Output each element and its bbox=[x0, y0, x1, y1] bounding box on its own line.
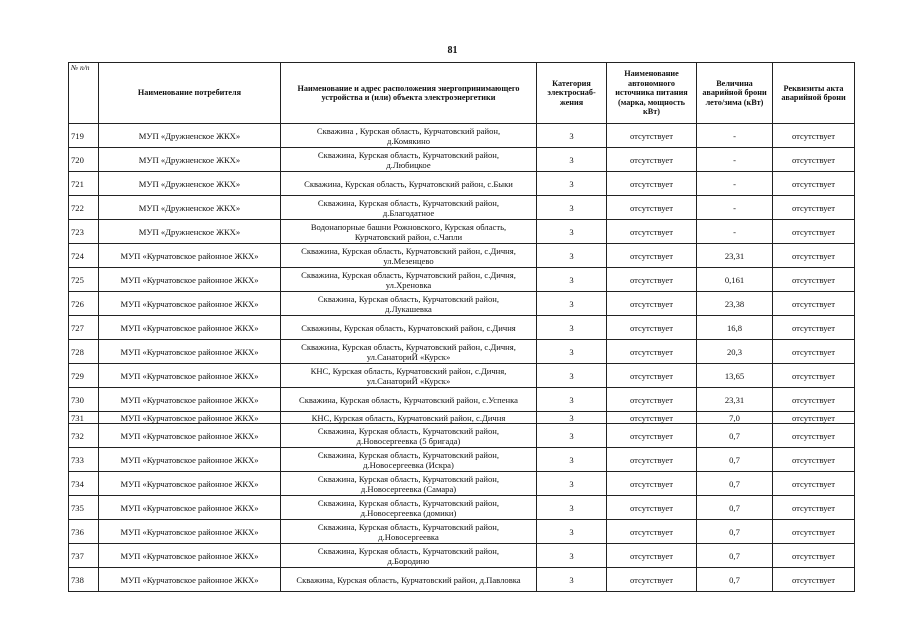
source-cell: отсутствует bbox=[607, 340, 697, 364]
row-number-cell: 721 bbox=[69, 172, 99, 196]
source-cell: отсутствует bbox=[607, 424, 697, 448]
row-number-cell: 733 bbox=[69, 448, 99, 472]
act-cell: отсутствует bbox=[773, 388, 855, 412]
act-cell: отсутствует bbox=[773, 220, 855, 244]
consumer-cell: МУП «Курчатовское районное ЖКХ» bbox=[99, 448, 281, 472]
header-power: Величина аварийной брони лето/зима (кВт) bbox=[697, 63, 773, 124]
category-cell: 3 bbox=[537, 148, 607, 172]
source-cell: отсутствует bbox=[607, 364, 697, 388]
address-line-2: д.Новосергеевка (домики) bbox=[360, 507, 457, 518]
address-line-1: Скважина, Курская область, Курчатовский район, с.Успенка bbox=[299, 394, 518, 405]
table-row bbox=[69, 388, 855, 412]
consumer-cell: МУП «Курчатовское районное ЖКХ» bbox=[99, 472, 281, 496]
category-cell: 3 bbox=[537, 412, 607, 424]
address-line-2: ул.СанаториЙ «Курск» bbox=[366, 351, 451, 362]
row-number-cell: 729 bbox=[69, 364, 99, 388]
address-line-1: Скважина, Курская область, Курчатовский район, bbox=[317, 449, 500, 460]
row-number-cell: 735 bbox=[69, 496, 99, 520]
emergency-reserve-table bbox=[68, 62, 855, 592]
header-address: Наименование и адрес расположения энергопринимающего устройства и (или) объекта электроэнергетики bbox=[281, 63, 537, 124]
address-line-2: ул.СанаториЙ «Курск» bbox=[366, 375, 451, 386]
consumer-cell: МУП «Курчатовское районное ЖКХ» bbox=[99, 316, 281, 340]
address-line-2: ул.Мезенцево bbox=[383, 255, 434, 266]
table-row bbox=[69, 292, 855, 316]
category-cell: 3 bbox=[537, 292, 607, 316]
address-cell bbox=[281, 220, 537, 244]
power-cell: - bbox=[697, 220, 773, 244]
table-row bbox=[69, 520, 855, 544]
power-cell: 7,0 bbox=[697, 412, 773, 424]
source-cell: отсутствует bbox=[607, 412, 697, 424]
row-number-cell: 719 bbox=[69, 124, 99, 148]
table-row bbox=[69, 316, 855, 340]
address-line-1: Скважина , Курская область, Курчатовский район, bbox=[316, 125, 501, 136]
consumer-cell: МУП «Курчатовское районное ЖКХ» bbox=[99, 364, 281, 388]
source-cell: отсутствует bbox=[607, 196, 697, 220]
power-cell: 23,31 bbox=[697, 388, 773, 412]
address-cell bbox=[281, 520, 537, 544]
act-cell: отсутствует bbox=[773, 292, 855, 316]
address-line-1: Скважина, Курская область, Курчатовский район, bbox=[317, 149, 500, 160]
address-line-1: Скважина, Курская область, Курчатовский район, с.Дичня, bbox=[301, 341, 516, 352]
power-cell: 0,7 bbox=[697, 544, 773, 568]
address-cell bbox=[281, 388, 537, 412]
consumer-cell: МУП «Курчатовское районное ЖКХ» bbox=[99, 244, 281, 268]
category-cell: 3 bbox=[537, 124, 607, 148]
address-line-2: д.Новосергеевка (Самара) bbox=[360, 483, 457, 494]
row-number-cell: 731 bbox=[69, 412, 99, 424]
address-line-1: Скважина, Курская область, Курчатовский район, bbox=[317, 473, 500, 484]
category-cell: 3 bbox=[537, 544, 607, 568]
category-cell: 3 bbox=[537, 448, 607, 472]
consumer-cell: МУП «Курчатовское районное ЖКХ» bbox=[99, 292, 281, 316]
power-cell: 20,3 bbox=[697, 340, 773, 364]
act-cell: отсутствует bbox=[773, 340, 855, 364]
act-cell: отсутствует bbox=[773, 124, 855, 148]
address-line-1: Скважина, Курская область, Курчатовский район, bbox=[317, 197, 500, 208]
address-cell bbox=[281, 412, 537, 424]
source-cell: отсутствует bbox=[607, 496, 697, 520]
consumer-cell: МУП «Курчатовское районное ЖКХ» bbox=[99, 568, 281, 592]
address-cell bbox=[281, 424, 537, 448]
source-cell: отсутствует bbox=[607, 220, 697, 244]
table-row bbox=[69, 448, 855, 472]
consumer-cell: МУП «Курчатовское районное ЖКХ» bbox=[99, 496, 281, 520]
table-row bbox=[69, 268, 855, 292]
category-cell: 3 bbox=[537, 172, 607, 196]
row-number-cell: 730 bbox=[69, 388, 99, 412]
act-cell: отсутствует bbox=[773, 244, 855, 268]
power-cell: 0,7 bbox=[697, 448, 773, 472]
power-cell: 0,7 bbox=[697, 520, 773, 544]
category-cell: 3 bbox=[537, 472, 607, 496]
address-line-2: Курчатовский район, с.Чапли bbox=[354, 231, 463, 242]
address-cell bbox=[281, 364, 537, 388]
table-row bbox=[69, 220, 855, 244]
table-row bbox=[69, 196, 855, 220]
power-cell: 16,8 bbox=[697, 316, 773, 340]
power-cell: 13,65 bbox=[697, 364, 773, 388]
header-num: № п/п bbox=[69, 63, 99, 124]
row-number-cell: 737 bbox=[69, 544, 99, 568]
consumer-cell: МУП «Курчатовское районное ЖКХ» bbox=[99, 388, 281, 412]
act-cell: отсутствует bbox=[773, 364, 855, 388]
row-number-cell: 725 bbox=[69, 268, 99, 292]
source-cell: отсутствует bbox=[607, 268, 697, 292]
category-cell: 3 bbox=[537, 364, 607, 388]
address-cell bbox=[281, 268, 537, 292]
header-source: Наименование автономного источника питания (марка, мощность кВт) bbox=[607, 63, 697, 124]
consumer-cell: МУП «Курчатовское районное ЖКХ» bbox=[99, 424, 281, 448]
power-cell: - bbox=[697, 148, 773, 172]
table-row bbox=[69, 244, 855, 268]
row-number-cell: 720 bbox=[69, 148, 99, 172]
table-row bbox=[69, 148, 855, 172]
header-consumer: Наименование потребителя bbox=[99, 63, 281, 124]
address-line-1: Скважина, Курская область, Курчатовский район, bbox=[317, 521, 500, 532]
row-number-cell: 726 bbox=[69, 292, 99, 316]
row-number-cell: 738 bbox=[69, 568, 99, 592]
consumer-cell: МУП «Дружненское ЖКХ» bbox=[99, 220, 281, 244]
address-cell bbox=[281, 544, 537, 568]
act-cell: отсутствует bbox=[773, 568, 855, 592]
address-line-2: д.Новосергеевка bbox=[378, 531, 439, 542]
address-line-2: д.Лукашевка bbox=[385, 303, 432, 314]
act-cell: отсутствует bbox=[773, 412, 855, 424]
power-cell: 0,7 bbox=[697, 424, 773, 448]
address-line-1: Скважина, Курская область, Курчатовский район, bbox=[317, 545, 500, 556]
address-line-1: Скважина, Курская область, Курчатовский район, д.Павловка bbox=[296, 574, 521, 585]
act-cell: отсутствует bbox=[773, 448, 855, 472]
source-cell: отсутствует bbox=[607, 388, 697, 412]
address-cell bbox=[281, 148, 537, 172]
category-cell: 3 bbox=[537, 220, 607, 244]
address-line-2: д.Благодатное bbox=[382, 207, 435, 218]
address-line-2: д.Бородино bbox=[387, 555, 430, 566]
address-line-2: ул.Хреновка bbox=[385, 279, 432, 290]
category-cell: 3 bbox=[537, 268, 607, 292]
category-cell: 3 bbox=[537, 388, 607, 412]
category-cell: 3 bbox=[537, 496, 607, 520]
row-number-cell: 736 bbox=[69, 520, 99, 544]
category-cell: 3 bbox=[537, 340, 607, 364]
address-line-1: Скважина, Курская область, Курчатовский район, bbox=[317, 425, 500, 436]
row-number-cell: 723 bbox=[69, 220, 99, 244]
address-line-1: Скважина, Курская область, Курчатовский район, bbox=[317, 497, 500, 508]
act-cell: отсутствует bbox=[773, 472, 855, 496]
consumer-cell: МУП «Дружненское ЖКХ» bbox=[99, 172, 281, 196]
act-cell: отсутствует bbox=[773, 496, 855, 520]
power-cell: - bbox=[697, 172, 773, 196]
table-row bbox=[69, 472, 855, 496]
table-header bbox=[69, 63, 855, 124]
table-body bbox=[69, 124, 855, 592]
category-cell: 3 bbox=[537, 424, 607, 448]
row-number-cell: 724 bbox=[69, 244, 99, 268]
power-cell: 0,7 bbox=[697, 472, 773, 496]
address-cell bbox=[281, 472, 537, 496]
address-cell bbox=[281, 124, 537, 148]
table-row bbox=[69, 340, 855, 364]
power-cell: - bbox=[697, 196, 773, 220]
consumer-cell: МУП «Курчатовское районное ЖКХ» bbox=[99, 520, 281, 544]
source-cell: отсутствует bbox=[607, 472, 697, 496]
table-row bbox=[69, 424, 855, 448]
power-cell: 0,161 bbox=[697, 268, 773, 292]
address-line-1: Скважина, Курская область, Курчатовский район, bbox=[317, 293, 500, 304]
address-line-2: д.Комякино bbox=[386, 135, 431, 146]
header-category: Категория электроснаб-жения bbox=[537, 63, 607, 124]
source-cell: отсутствует bbox=[607, 448, 697, 472]
category-cell: 3 bbox=[537, 520, 607, 544]
row-number-cell: 727 bbox=[69, 316, 99, 340]
address-line-2: д.Новосергеевка (5 бригада) bbox=[356, 435, 461, 446]
row-number-cell: 728 bbox=[69, 340, 99, 364]
table-row bbox=[69, 172, 855, 196]
table-row bbox=[69, 568, 855, 592]
source-cell: отсутствует bbox=[607, 544, 697, 568]
address-cell bbox=[281, 496, 537, 520]
source-cell: отсутствует bbox=[607, 244, 697, 268]
act-cell: отсутствует bbox=[773, 172, 855, 196]
act-cell: отсутствует bbox=[773, 544, 855, 568]
address-cell bbox=[281, 316, 537, 340]
address-line-2: д.Новосергеевка (Искра) bbox=[363, 459, 454, 470]
source-cell: отсутствует bbox=[607, 148, 697, 172]
consumer-cell: МУП «Курчатовское районное ЖКХ» bbox=[99, 268, 281, 292]
source-cell: отсутствует bbox=[607, 568, 697, 592]
address-line-1: Скважина, Курская область, Курчатовский район, с.Дичня, bbox=[301, 245, 516, 256]
category-cell: 3 bbox=[537, 244, 607, 268]
address-cell bbox=[281, 448, 537, 472]
power-cell: 23,38 bbox=[697, 292, 773, 316]
table-row bbox=[69, 544, 855, 568]
source-cell: отсутствует bbox=[607, 124, 697, 148]
header-act: Реквизиты акта аварийной брони bbox=[773, 63, 855, 124]
act-cell: отсутствует bbox=[773, 316, 855, 340]
page-number: 81 bbox=[447, 45, 458, 56]
power-cell: 0,7 bbox=[697, 568, 773, 592]
address-line-1: Скважины, Курская область, Курчатовский район, с.Дичня bbox=[301, 322, 516, 333]
source-cell: отсутствует bbox=[607, 520, 697, 544]
source-cell: отсутствует bbox=[607, 292, 697, 316]
act-cell: отсутствует bbox=[773, 148, 855, 172]
row-number-cell: 722 bbox=[69, 196, 99, 220]
row-number-cell: 734 bbox=[69, 472, 99, 496]
consumer-cell: МУП «Дружненское ЖКХ» bbox=[99, 148, 281, 172]
table-row bbox=[69, 412, 855, 424]
source-cell: отсутствует bbox=[607, 316, 697, 340]
consumer-cell: МУП «Курчатовское районное ЖКХ» bbox=[99, 340, 281, 364]
address-line-1: Скважина, Курская область, Курчатовский район, с.Быки bbox=[304, 178, 513, 189]
consumer-cell: МУП «Курчатовское районное ЖКХ» bbox=[99, 544, 281, 568]
consumer-cell: МУП «Дружненское ЖКХ» bbox=[99, 196, 281, 220]
power-cell: 23,31 bbox=[697, 244, 773, 268]
consumer-cell: МУП «Курчатовское районное ЖКХ» bbox=[99, 412, 281, 424]
table-row bbox=[69, 496, 855, 520]
act-cell: отсутствует bbox=[773, 520, 855, 544]
address-line-1: Скважина, Курская область, Курчатовский район, с.Дичня, bbox=[301, 269, 516, 280]
consumer-cell: МУП «Дружненское ЖКХ» bbox=[99, 124, 281, 148]
address-cell bbox=[281, 292, 537, 316]
address-cell bbox=[281, 568, 537, 592]
category-cell: 3 bbox=[537, 196, 607, 220]
address-line-1: КНС, Курская область, Курчатовский район, с.Дичня bbox=[311, 412, 506, 423]
act-cell: отсутствует bbox=[773, 268, 855, 292]
power-cell: - bbox=[697, 124, 773, 148]
category-cell: 3 bbox=[537, 568, 607, 592]
table-row bbox=[69, 364, 855, 388]
address-cell bbox=[281, 196, 537, 220]
act-cell: отсутствует bbox=[773, 196, 855, 220]
act-cell: отсутствует bbox=[773, 424, 855, 448]
address-line-1: КНС, Курская область, Курчатовский район, с.Дичня, bbox=[310, 365, 507, 376]
address-cell bbox=[281, 244, 537, 268]
source-cell: отсутствует bbox=[607, 172, 697, 196]
address-cell bbox=[281, 172, 537, 196]
address-line-1: Водонапорные башни Рожновского, Курская область, bbox=[310, 221, 507, 232]
category-cell: 3 bbox=[537, 316, 607, 340]
address-cell bbox=[281, 340, 537, 364]
row-number-cell: 732 bbox=[69, 424, 99, 448]
address-line-2: д.Любицкое bbox=[386, 159, 431, 170]
table-row bbox=[69, 124, 855, 148]
power-cell: 0,7 bbox=[697, 496, 773, 520]
